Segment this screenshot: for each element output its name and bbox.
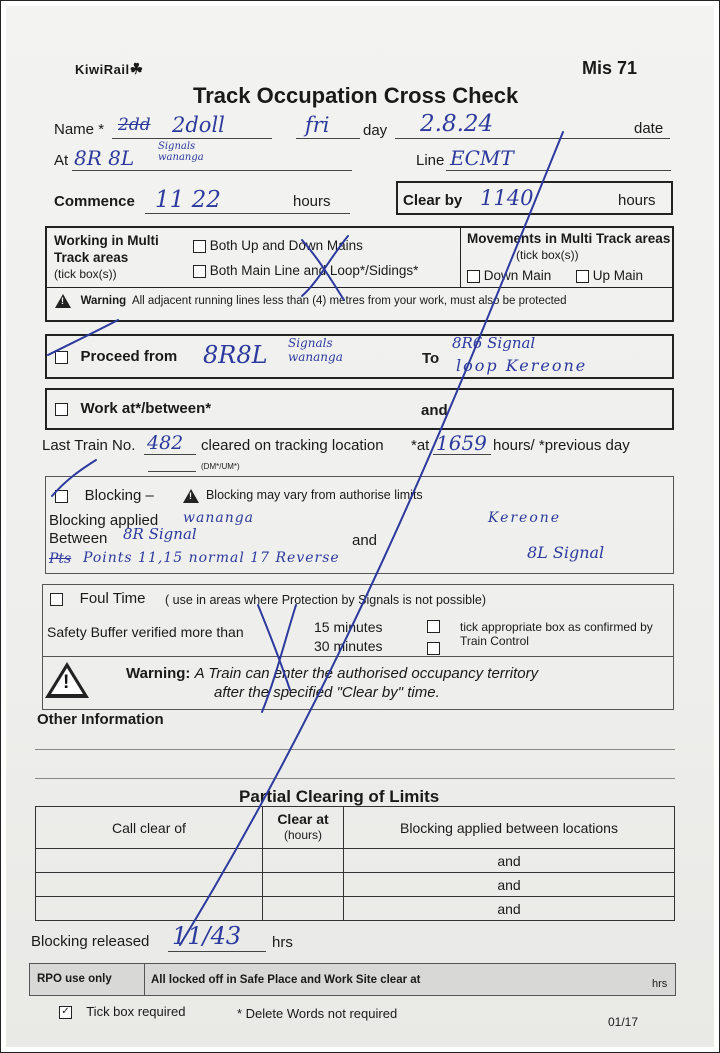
date-label: date xyxy=(634,120,664,137)
cancel-diagonal-stroke xyxy=(180,132,563,945)
opt-main-loop: Both Main Line and Loop*/Sidings* xyxy=(193,263,418,278)
fern-icon: ☘ xyxy=(129,61,144,78)
between-and-cell: and xyxy=(344,849,675,873)
blocking-applied-label: Blocking applied xyxy=(49,512,159,529)
at-field[interactable]: 8R 8L xyxy=(74,146,135,170)
form-number: Mis 71 xyxy=(582,58,638,78)
brand-text: KiwiRail xyxy=(75,62,130,77)
rpo-text: All locked off in Safe Place and Work Site clear at xyxy=(151,974,421,986)
foul-time-note: ( use in areas where Protection by Signals is not possible) xyxy=(165,593,486,607)
between-and-cell: and xyxy=(344,897,675,921)
foul-time-label-row: Foul Time xyxy=(50,590,146,607)
blocking-note: ! Blocking may vary from authorise limits xyxy=(183,488,423,503)
at-time-label: *at xyxy=(411,437,430,454)
opt-both-mains: Both Up and Down Mains xyxy=(193,238,363,253)
proceed-to-field-line2[interactable]: loop Kereone xyxy=(456,356,588,375)
train-control-note: tick appropriate box as confirmed by Train Control xyxy=(460,620,653,648)
multi-track-tick-note: (tick box(s)) xyxy=(54,267,117,281)
opt-15-minutes: 15 minutes xyxy=(314,619,383,635)
clear-by-field[interactable]: 1140 xyxy=(480,186,534,210)
form-title: Track Occupation Cross Check xyxy=(193,83,519,108)
name-field[interactable]: 2doll xyxy=(172,113,225,137)
rpo-label: RPO use only xyxy=(37,973,112,985)
proceed-from-note: Signals wananga xyxy=(288,336,343,364)
blocking-applied-field[interactable]: wananga xyxy=(183,510,255,526)
blocking-tick-stroke xyxy=(52,460,96,496)
points-field[interactable]: Points 11,15 normal 17 Reverse xyxy=(83,550,340,566)
multi-warning: ! Warning All adjacent running lines less than (4) metres from your work, must also be protected xyxy=(55,294,567,308)
name-label: Name * xyxy=(54,121,105,138)
blocking-label-row: Blocking – xyxy=(55,487,154,504)
col-call-clear-of: Call clear of xyxy=(36,807,263,849)
last-train-field[interactable]: 482 xyxy=(147,432,184,454)
between-field[interactable]: 8R Signal xyxy=(123,525,197,543)
partial-clearing-title: Partial Clearing of Limits xyxy=(239,787,440,806)
delete-words-note: * Delete Words not required xyxy=(237,1006,398,1021)
line-label: Line xyxy=(416,152,445,169)
commence-hours-label: hours xyxy=(293,193,331,210)
foul-warning-line1: Warning: A Train can enter the authorised occupancy territory xyxy=(126,665,539,682)
other-info-label: Other Information xyxy=(37,711,164,728)
tick-box-legend: ✓ Tick box required xyxy=(59,1004,185,1019)
movements-tick-note: (tick box(s)) xyxy=(516,248,579,262)
proceed-to-label: To xyxy=(422,350,440,367)
name-struck-text: 2dd xyxy=(118,115,151,135)
proceed-tick-stroke xyxy=(48,320,118,355)
day-field[interactable]: fri xyxy=(305,113,330,137)
points-field-2[interactable]: 8L Signal xyxy=(527,543,605,562)
blocking-applied-field-2[interactable]: Kereone xyxy=(488,510,562,526)
released-hrs-label: hrs xyxy=(272,934,293,951)
big-warning-icon: ! xyxy=(45,662,89,698)
clear-by-label: Clear by xyxy=(403,192,463,209)
col-blocking-between: Blocking applied between locations xyxy=(344,807,675,849)
day-label: day xyxy=(363,122,388,139)
proceed-from-field[interactable]: 8R8L xyxy=(203,341,268,369)
ticked-box-icon: ✓ xyxy=(59,1006,72,1019)
clear-by-hours-label: hours xyxy=(618,192,656,209)
dm-um-note: (DM*/UM*) xyxy=(201,462,240,471)
at-label: At xyxy=(54,152,69,169)
blocking-released-field[interactable]: 11/43 xyxy=(172,922,242,950)
opt-up-main: Up Main xyxy=(576,268,643,283)
line-field[interactable]: ECMT xyxy=(450,146,514,170)
opt-30-minutes: 30 minutes xyxy=(314,638,383,654)
opt-down-main: Down Main xyxy=(467,268,551,283)
previous-day-label: hours/ *previous day xyxy=(493,437,630,454)
work-label-row: Work at*/between* xyxy=(55,400,211,417)
proceed-label-row: Proceed from xyxy=(55,348,177,365)
work-and-label: and xyxy=(421,402,448,419)
proceed-to-field-line1[interactable]: 8R6 Signal xyxy=(452,334,536,352)
foul-warning-line2: after the specified "Clear by" time. xyxy=(214,684,440,701)
cleared-label: cleared on tracking location xyxy=(201,437,384,454)
time-field[interactable]: 1659 xyxy=(436,431,487,455)
multi-track-title: Working in Multi Track areas xyxy=(54,233,159,265)
commence-label: Commence xyxy=(54,193,135,210)
foul-cross-stroke xyxy=(258,605,296,712)
blocking-released-label: Blocking released xyxy=(31,933,150,950)
at-note: Signals wananga xyxy=(158,141,204,163)
last-train-label: Last Train No. xyxy=(42,437,136,454)
between-label: Between xyxy=(49,530,108,547)
movements-title: Movements in Multi Track areas xyxy=(467,231,671,246)
between-and-label: and xyxy=(352,532,378,549)
rpo-hrs: hrs xyxy=(652,978,668,990)
date-field[interactable]: 2.8.24 xyxy=(420,111,494,137)
points-struck-text: Pts xyxy=(49,551,72,567)
between-and-cell: and xyxy=(344,873,675,897)
cross-mark-stroke xyxy=(302,236,348,300)
commence-field[interactable]: 11 22 xyxy=(155,187,221,213)
form-version: 01/17 xyxy=(608,1015,639,1029)
col-clear-at: Clear at (hours) xyxy=(263,807,344,849)
safety-buffer-label: Safety Buffer verified more than xyxy=(47,624,244,640)
